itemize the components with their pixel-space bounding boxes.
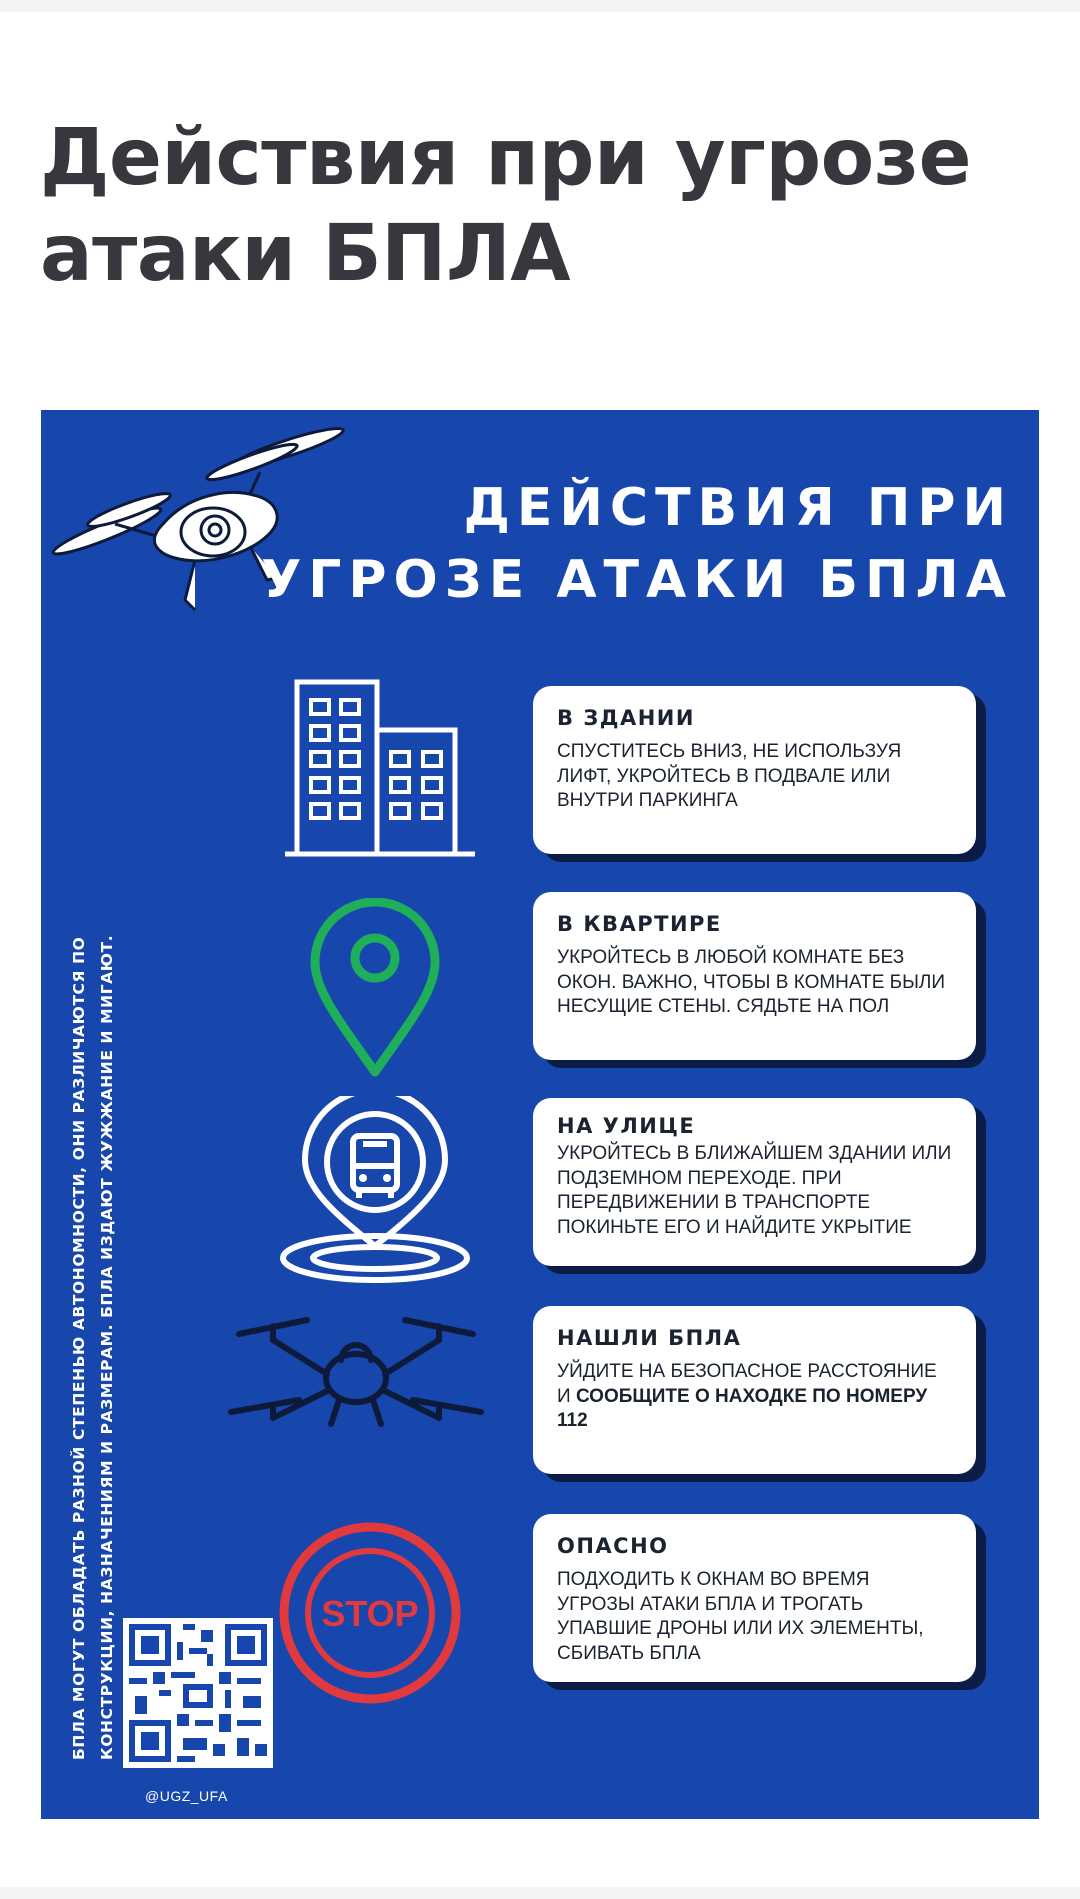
poster-title-line-1: ДЕЙСТВИЯ ПРИ: [463, 478, 1013, 538]
card-text-bold: СООБЩИТЕ О НАХОДКЕ ПО НОМЕРУ 112: [557, 1385, 928, 1431]
stop-sign-label: STOP: [321, 1593, 419, 1634]
infographic-poster: [41, 410, 1039, 1819]
card-title: НАШЛИ БПЛА: [557, 1326, 742, 1350]
card-danger: [533, 1514, 976, 1682]
qr-handle: @UGZ_UFA: [145, 1788, 228, 1804]
drone-icon: [221, 1300, 491, 1440]
poster-title: [261, 472, 1013, 616]
card-text: УКРОЙТЕСЬ В БЛИЖАЙШЕМ ЗДАНИИ ИЛИ ПОДЗЕМНОМ ПЕРЕХОДЕ. ПРИ ПЕРЕДВИЖЕНИИ В ТРАНСПОРТЕ ПОКИНЬТЕ ЕГО И НАЙДИТЕ УКРЫТИЕ: [557, 1143, 952, 1238]
side-note-line-1: БПЛА МОГУТ ОБЛАДАТЬ РАЗНОЙ СТЕПЕНЬЮ АВТОНОМНОСТИ, ОНИ РАЗЛИЧАЮТСЯ ПО: [70, 936, 88, 1760]
card-text: СПУСТИТЕСЬ ВНИЗ, НЕ ИСПОЛЬЗУЯ ЛИФТ, УКРОЙТЕСЬ В ПОДВАЛЕ ИЛИ ВНУТРИ ПАРКИНГА: [557, 741, 902, 811]
stop-sign-icon: [277, 1520, 463, 1706]
card-in-apartment: [533, 892, 976, 1060]
building-icon: [285, 678, 475, 858]
poster-title-line-2: УГРОЗЕ АТАКИ БПЛА: [261, 550, 1013, 610]
article-page: [0, 12, 1080, 1887]
card-title: В ЗДАНИИ: [557, 706, 695, 730]
bus-location-icon: [271, 1096, 481, 1286]
card-text: ПОДХОДИТЬ К ОКНАМ ВО ВРЕМЯ УГРОЗЫ АТАКИ БПЛА И ТРОГАТЬ УПАВШИЕ ДРОНЫ ИЛИ ИХ ЭЛЕМЕНТЫ, СБИВАТЬ БПЛА: [557, 1569, 924, 1664]
card-text-regular: УЙДИТЕ НА БЕЗОПАСНОЕ РАССТОЯНИЕ И: [557, 1361, 937, 1407]
side-note-line-2: КОНСТРУКЦИИ, НАЗНАЧЕНИЯМ И РАЗМЕРАМ. БПЛА ИЗДАЮТ ЖУЖЖАНИЕ И МИГАЮТ.: [98, 934, 116, 1760]
page-title: Действия при угрозе атаки БПЛА: [40, 113, 971, 299]
card-text: [557, 1360, 952, 1434]
card-in-building: [533, 686, 976, 854]
card-text: УКРОЙТЕСЬ В ЛЮБОЙ КОМНАТЕ БЕЗ ОКОН. ВАЖНО, ЧТОБЫ В КОМНАТЕ БЫЛИ НЕСУЩИЕ СТЕНЫ. СЯДЬТЕ НА ПОЛ: [557, 947, 946, 1017]
card-found-drone: [533, 1306, 976, 1474]
location-pin-icon: [307, 898, 443, 1078]
card-title: ОПАСНО: [557, 1534, 669, 1558]
card-title: В КВАРТИРЕ: [557, 912, 722, 936]
card-outside: [533, 1098, 976, 1266]
side-note: [65, 660, 121, 1760]
qr-code[interactable]: [123, 1618, 273, 1768]
card-title: НА УЛИЦЕ: [557, 1114, 696, 1138]
